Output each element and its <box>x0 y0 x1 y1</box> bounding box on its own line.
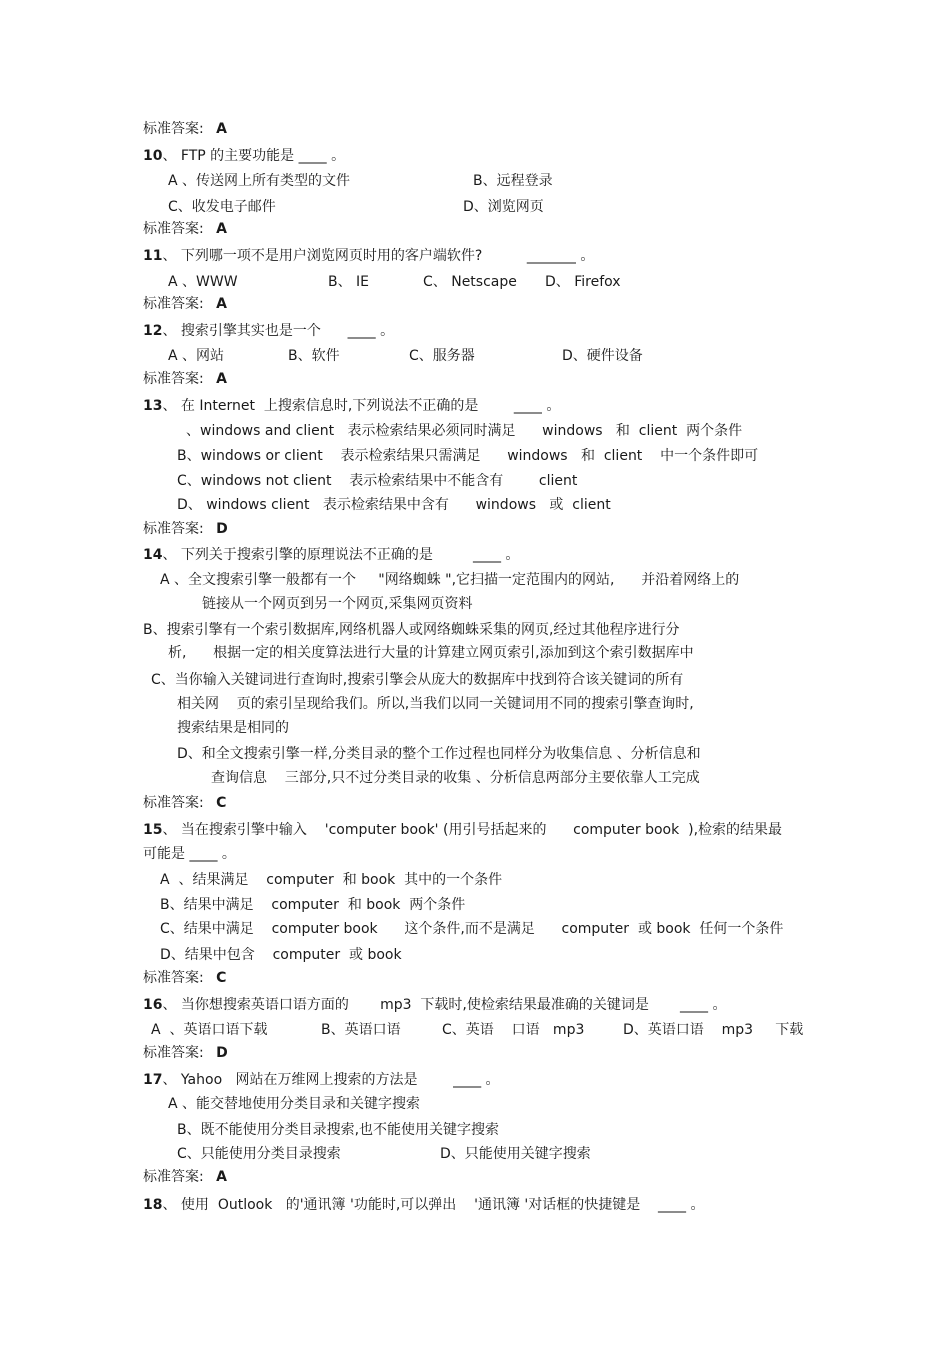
question-number: 14 <box>143 547 163 563</box>
option-a: A 、英语口语下载 <box>151 1022 268 1038</box>
answer-label: 标准答案: <box>143 970 204 986</box>
answer-label: 标准答案: <box>143 296 204 312</box>
option-c: C、只能使用分类目录搜索 <box>177 1146 341 1162</box>
question-number: 13 <box>143 398 163 414</box>
answer-value: C <box>216 970 227 986</box>
option-d: D、 Firefox <box>545 274 621 290</box>
answer-value: A <box>216 221 228 237</box>
answer-label: 标准答案: <box>143 521 204 537</box>
answer-value: D <box>216 521 228 537</box>
answer-line <box>143 794 226 812</box>
question-number: 11 <box>143 248 163 264</box>
option-b: B、远程登录 <box>473 173 553 189</box>
question-15-cont: 可能是 ____ 。 <box>143 846 236 862</box>
answer-line <box>143 969 226 987</box>
option-b: B、windows or client 表示检索结果只需满足 windows 和 client 中一个条件即可 <box>177 448 759 464</box>
option-b: B、结果中满足 computer 和 book 两个条件 <box>160 897 466 913</box>
question-text: 、 使用 Outlook 的'通讯簿 '功能时,可以弹出 '通讯簿 '对话框的快捷键是 ____ 。 <box>162 1197 705 1213</box>
question-number: 17 <box>143 1072 163 1088</box>
option-d: D、只能使用关键字搜索 <box>440 1146 591 1162</box>
question-12 <box>143 322 394 340</box>
option-c: C、windows not client 表示检索结果中不能含有 client <box>177 473 578 489</box>
question-text: 、 搜索引擎其实也是一个 ____ 。 <box>162 323 395 339</box>
option-b: B、英语口语 <box>321 1022 401 1038</box>
answer-label: 标准答案: <box>143 1045 204 1061</box>
question-text: 、 FTP 的主要功能是 ____ 。 <box>162 148 346 164</box>
option-d: D、浏览网页 <box>463 199 544 215</box>
option-d: D、和全文搜索引擎一样,分类目录的整个工作过程也同样分为收集信息 、分析信息和 <box>177 746 701 762</box>
question-text: 、 Yahoo 网站在万维网上搜索的方法是 ____ 。 <box>162 1072 500 1088</box>
option-a: 、windows and client 表示检索结果必须同时满足 windows 和 client 两个条件 <box>186 423 743 439</box>
option-a-cont: 链接从一个网页到另一个网页,采集网页资料 <box>202 596 473 612</box>
option-d: D、英语口语 mp3 下载 <box>623 1022 804 1038</box>
question-13 <box>143 397 560 415</box>
option-b-cont: 析, 根据一定的相关度算法进行大量的计算建立网页索引,添加到这个索引数据库中 <box>168 645 694 661</box>
option-c: C、收发电子邮件 <box>168 199 276 215</box>
option-c: C、英语 口语 mp3 <box>442 1022 585 1038</box>
answer-value: A <box>216 296 228 312</box>
answer-line <box>143 295 227 313</box>
question-10 <box>143 147 345 165</box>
answer-line <box>143 1168 227 1186</box>
question-11 <box>143 247 594 265</box>
question-number: 12 <box>143 323 163 339</box>
option-a: A 、WWW <box>168 274 238 290</box>
option-a: A 、网站 <box>168 348 225 364</box>
question-number: 16 <box>143 997 163 1013</box>
answer-line <box>143 1044 228 1062</box>
answer-label: 标准答案: <box>143 221 204 237</box>
option-a: A 、全文搜索引擎一般都有一个 "网络蜘蛛 ",它扫描一定范围内的网站, 并沿着网络上的 <box>160 572 740 588</box>
option-c: C、结果中满足 computer book 这个条件,而不是满足 computer 或 book 任何一个条件 <box>160 921 784 937</box>
option-b: B、既不能使用分类目录搜索,也不能使用关键字搜索 <box>177 1122 500 1138</box>
question-15 <box>143 821 782 839</box>
option-c-cont: 搜索结果是相同的 <box>177 720 289 736</box>
option-c: C、服务器 <box>409 348 475 364</box>
option-d: D、硬件设备 <box>562 348 643 364</box>
question-18 <box>143 1196 705 1214</box>
option-a: A 、能交替地使用分类目录和关键字搜索 <box>168 1096 421 1112</box>
question-number: 18 <box>143 1197 163 1213</box>
answer-value: A <box>216 371 228 387</box>
answer-value: A <box>216 121 228 137</box>
answer-label: 标准答案: <box>143 1169 204 1185</box>
question-text: 、 在 Internet 上搜索信息时,下列说法不正确的是 ____ 。 <box>162 398 561 414</box>
option-d-cont: 查询信息 三部分,只不过分类目录的收集 、分析信息两部分主要依靠人工完成 <box>211 770 700 786</box>
question-text: 、 当在搜索引擎中输入 'computer book' (用引号括起来的 computer book ),检索的结果最 <box>162 822 783 838</box>
answer-label: 标准答案: <box>143 795 204 811</box>
option-b: B、软件 <box>288 348 340 364</box>
answer-line <box>143 220 227 238</box>
option-c-cont: 相关网 页的索引呈现给我们。所以,当我们以同一关键词用不同的搜索引擎查询时, <box>177 696 694 712</box>
question-17 <box>143 1071 500 1089</box>
answer-line <box>143 370 227 388</box>
option-d: D、 windows client 表示检索结果中含有 windows 或 client <box>177 497 611 513</box>
option-c: C、当你输入关键词进行查询时,搜索引擎会从庞大的数据库中找到符合该关键词的所有 <box>151 672 684 688</box>
option-b: B、搜索引擎有一个索引数据库,网络机器人或网络蜘蛛采集的网页,经过其他程序进行分 <box>143 622 680 638</box>
option-c: C、 Netscape <box>423 274 517 290</box>
answer-value: A <box>216 1169 228 1185</box>
option-b: B、 IE <box>328 274 370 290</box>
option-d: D、结果中包含 computer 或 book <box>160 947 402 963</box>
question-14 <box>143 546 519 564</box>
answer-label: 标准答案: <box>143 371 204 387</box>
answer-label: 标准答案: <box>143 121 204 137</box>
answer-value: D <box>216 1045 228 1061</box>
question-number: 10 <box>143 148 163 164</box>
option-a: A 、传送网上所有类型的文件 <box>168 173 351 189</box>
question-text: 、 下列关于搜索引擎的原理说法不正确的是 ____ 。 <box>162 547 520 563</box>
question-16 <box>143 996 726 1014</box>
question-text: 、 下列哪一项不是用户浏览网页时用的客户端软件? _______ 。 <box>162 248 595 264</box>
question-number: 15 <box>143 822 163 838</box>
answer-line <box>143 120 227 138</box>
answer-line <box>143 520 228 538</box>
option-a: A 、结果满足 computer 和 book 其中的一个条件 <box>160 872 503 888</box>
question-text: 、 当你想搜索英语口语方面的 mp3 下载时,使检索结果最准确的关键词是 ____ 。 <box>162 997 727 1013</box>
answer-value: C <box>216 795 227 811</box>
